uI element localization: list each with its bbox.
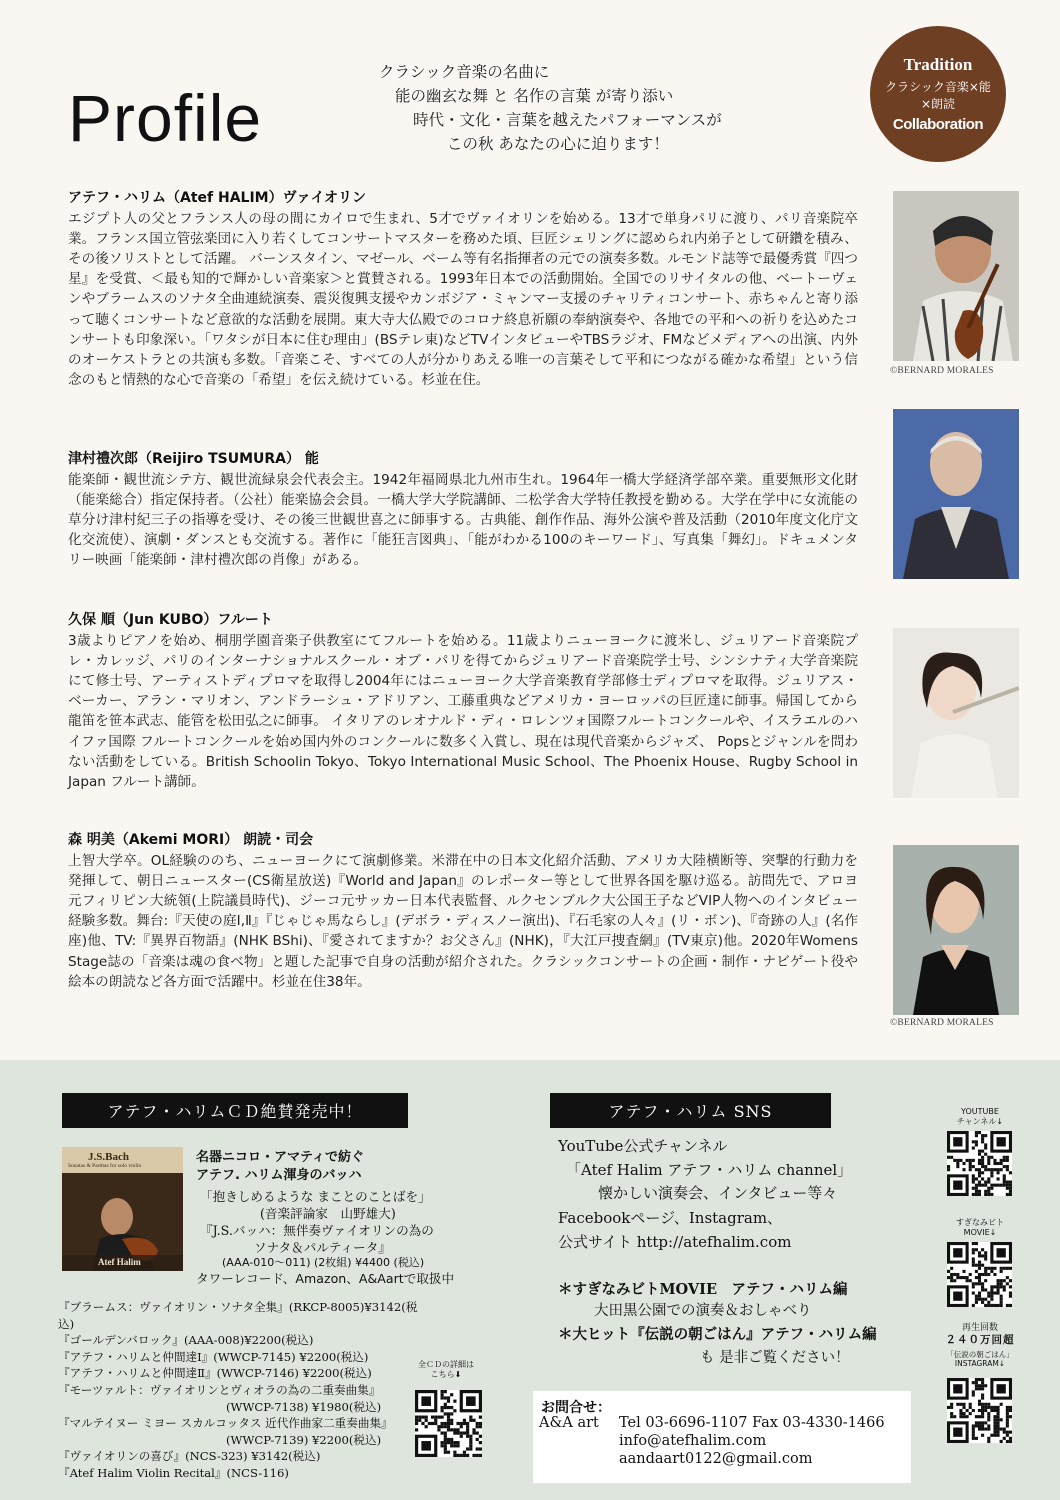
profile-text: 能楽師・観世流シテ方、観世流緑泉会代表会主。1942年福岡県北九州市生れ。1964年一橋大学経済学部卒業。重要無形文化財（能楽総合）指定保持者。（公社）能楽協会会員。一橋大学大学院講師、二松学舎大学特任教授を勤める。大学在学中に女流能の草分け津村紀三子の指導を受け、その後三世観世喜之に師事する。古典能、創作作品、海外公演や普及活動（2010年度文化庁文化交流使）、演劇・ダンスとも交流する。著作に「能狂言図典」、「能がわかる100のキーワード」、写真集「舞幻」。ドキュメンタリー映画「能楽師・津村禮次郎の肖像」がある。 <box>68 472 858 569</box>
photo-credit: ©BERNARD MORALES <box>890 366 994 376</box>
list-item: (WWCP-7139) ¥2200(税込) <box>226 1432 382 1447</box>
contact-email-link[interactable]: aandaart0122@gmail.com <box>619 1451 813 1467</box>
qr-label: 全ＣＤの詳細は こちら⬇ <box>418 1360 474 1379</box>
youtube-qr-code[interactable] <box>947 1131 1012 1196</box>
tagline-line: 能の幽玄な舞 と 名作の言葉 が寄り添い <box>395 87 674 105</box>
qr-label: YOUTUBE チャンネル↓ <box>956 1107 1004 1126</box>
official-site-link[interactable]: 公式サイト http://atefhalim.com <box>558 1233 792 1251</box>
profile-name: アテフ・ハリム（Atef HALIM）ヴァイオリン <box>68 190 367 206</box>
sns-section-heading: アテフ・ハリム SNS <box>550 1093 831 1128</box>
list-item: 『モーツァルト：ヴァイオリンとヴィオラの為の二重奏曲集』 <box>58 1382 381 1397</box>
list-item: 『ヴァイオリンの喜び』(NCS-323) ¥3142(税込) <box>58 1449 321 1464</box>
movie-line: 大田黒公園での演奏＆おしゃべり <box>594 1303 812 1319</box>
list-item: 『マルテイヌー ミヨー スカルコッタス 近代作曲家二重奏曲集』 <box>58 1416 393 1431</box>
profile-text: エジプト人の父とフランス人の母の間にカイロで生まれ、5才でヴァイオリンを始める。13才で単身パリに渡り、パリ音楽院卒業。フランス国立管弦楽団に入り若くしてコンサートマスターを務めた頃、巨匠シェリングに認められ内弟子として研鑽を積み、その後ソリストとして活躍。 バーンスタイン、マゼール、ベーム等有名指揮者の元での演奏多数。ルモンド誌等で最優秀賞『四つ星』を受賞、＜最も知的で輝かしい音楽家＞と賞賛される。1993年日本での活動開始。全国でのリサイタルの他、ベートーヴェンやブラームスのソナタ全曲連続演奏、震災復興支援やカンボジア・ミャンマー支援のチャリティコンサート、赤ちゃんと寄り添って聴くコンサートなど意欲的な活動を展開。東大寺大仏殿でのコロナ終息祈願の奉納演奏や、各地での平和への祈りを込めたコンサートも印象深い。「ワタシが日本に住む理由」(BSテレ東)などTVインタビューやTBSラジオ、FMなどメディアへの出演、内外のオーケストラとの共演も多数。「音楽こそ、すべての人が分かりあえる唯一の言葉そして平和につながる確かな希望」という信念のもと情熱的な心で音楽の「希望」を伝え続けている。杉並在住。 <box>68 211 858 388</box>
contact-email-link[interactable]: info@atefhalim.com <box>619 1433 767 1449</box>
cd-section-heading: アテフ・ハリムＣＤ絶賛発売中！ <box>62 1093 408 1128</box>
violinist-photo-icon <box>893 191 1019 361</box>
sns-line: Facebookページ、Instagram、 <box>558 1209 783 1227</box>
movie-line: も 是非ご覧ください！ <box>700 1350 850 1366</box>
tagline-line: この秋 あなたの心に迫ります！ <box>447 135 669 153</box>
profile-name: 久保 順（Jun KUBO）フルート <box>68 612 273 628</box>
profile-text: 上智大学卒。OL経験ののち、ニューヨークにて演劇修業。米滞在中の日本文化紹介活動、アメリカ大陸横断等、突撃的行動力を発揮して、朝日ニュースター(CS衛星放送)『World and Japan』のレポーター等として世界各国を駆け巡る。訪問先で、アロヨ元フィリピン大統領(上院議員時代)、ジーコ元サッカー日本代表監督、ルクセンブルク大公国王子などVIP人物へのインタビュー経験多数。舞台:『天使の庭Ⅰ,Ⅱ』『じゃじゃ馬ならし』(デボラ・ディスノー演出)、『石毛家の人々』(リ・ボン)、『奇跡の人』(名作座)他、TV:『異界百物語』(NHK BShi)、『愛されてますか？お父さん』(NHK)，『大江戸捜査網』(TV東京)他。2020年Womens Stage誌の「音楽は魂の食べ物」と題した記事で自身の活動が紹介された。クラシックコンサートの企画・制作・ナビゲート役や絵本の朗読など各方面で活躍中。杉並在住38年。 <box>68 853 858 990</box>
list-item: 『ゴールデンバロック』(AAA-008)¥2200(税込) <box>58 1333 314 1348</box>
suginami-movie-qr-code[interactable] <box>947 1242 1012 1307</box>
qr-code-icon <box>947 1131 1012 1196</box>
profile-akemi-mori <box>68 830 858 992</box>
contact-org: A&A art <box>539 1415 599 1431</box>
portrait-photo-akemi-mori <box>893 845 1019 1015</box>
badge-line: Tradition <box>903 55 973 74</box>
badge-line: ×朗読 <box>920 97 956 111</box>
qr-label: 再生回数 <box>961 1323 998 1333</box>
movie-line: ＊大ヒット『伝説の朝ごはん』アテフ・ハリム編 <box>558 1326 877 1343</box>
qr-label: すぎなみビト MOVIE↓ <box>956 1218 1004 1237</box>
sns-line: 懐かしい演奏会、インタビュー等々 <box>598 1184 838 1202</box>
cd-cover-subtitle: Sonatas & Partitas for solo violin <box>68 1163 142 1169</box>
photo-credit: ©BERNARD MORALES <box>890 1018 994 1028</box>
cd-cover-artist: Atef Halim <box>98 1257 141 1267</box>
profile-name: 森 明美（Akemi MORI） 朗読・司会 <box>68 832 314 848</box>
tagline-line: 時代・文化・言葉を越えたパフォーマンスが <box>413 111 722 129</box>
profile-atef-halim <box>68 188 858 390</box>
portrait-photo-reijiro-tsumura <box>893 409 1019 579</box>
qr-code-icon <box>947 1242 1012 1307</box>
cd-headline: 名器ニコロ・アマティで紡ぐ <box>196 1150 364 1165</box>
collaboration-badge <box>870 26 1006 162</box>
qr-code-icon <box>415 1390 482 1457</box>
cd-stores: タワーレコード、Amazon、A&Aartで取扱中 <box>196 1271 455 1286</box>
portrait-photo-jun-kubo <box>893 628 1019 798</box>
cd-critic: (音楽評論家 山野雄大) <box>260 1206 396 1221</box>
cd-headline: アテフ. ハリム渾身のバッハ <box>196 1168 362 1183</box>
cd-album-title: 『J.S.バッハ：無伴奏ヴァイオリンの為の <box>200 1223 434 1238</box>
tagline-line: クラシック音楽の名曲に <box>379 63 550 81</box>
badge-line: Collaboration <box>892 116 984 133</box>
cd-cover-title: J.S.Bach <box>88 1151 129 1163</box>
cd-album-title: ソナタ＆パルティータ』 <box>254 1240 391 1255</box>
list-item: 『アテフ・ハリムと仲間達Ⅰ』(WWCP-7145) ¥2200(税込) <box>58 1349 369 1364</box>
profile-jun-kubo <box>68 610 858 792</box>
cd-details-qr-code[interactable] <box>415 1390 482 1457</box>
portrait-photo-atef-halim <box>893 191 1019 361</box>
badge-line: クラシック音楽×能 <box>885 80 991 94</box>
cd-album-price: (AAA-010〜011) (2枚組) ¥4400 (税込) <box>222 1256 425 1269</box>
profile-name: 津村禮次郎（Reijiro TSUMURA） 能 <box>68 451 319 467</box>
qr-label: 「伝説の朝ごはん」 INSTAGRAM↓ <box>946 1350 1014 1368</box>
qr-code-icon <box>947 1378 1012 1443</box>
movie-line: ＊すぎなみビトMOVIE アテフ・ハリム編 <box>558 1281 848 1298</box>
profile-reijiro-tsumura <box>68 449 858 571</box>
list-item: 『アテフ・ハリムと仲間達Ⅱ』(WWCP-7146) ¥2200(税込) <box>58 1366 372 1381</box>
tagline <box>375 60 795 156</box>
cd-discography-list <box>58 1299 418 1482</box>
cd-cover-image[interactable] <box>62 1147 183 1271</box>
list-item: 『Atef Halim Violin Recital』(NCS-116) <box>58 1465 289 1480</box>
cd-quote: 「抱きしめるような まことのことばを」 <box>200 1189 431 1204</box>
contact-heading: お問合せ： <box>541 1400 611 1416</box>
qr-label: ２４０万回超 <box>945 1334 1015 1346</box>
list-item: (WWCP-7138) ¥1980(税込) <box>226 1399 382 1414</box>
youtube-channel-link[interactable]: 「Atef Halim アテフ・ハリム channel」 <box>566 1161 853 1179</box>
profile-text: 3歳よりピアノを始め、桐朋学園音楽子供教室にてフルートを始める。11歳よりニューヨークに渡米し、ジュリアード音楽院プレ・カレッジ、パリのインターナショナルスクール・オブ・パリを得てからジュリアード音楽院学士号、シンシナティ大学音楽院にて修士号、アーティストディプロマを取得し2004年にはニューヨーク大学音楽教育学部修士ディプロマを取得。ジュリアス・ベーカー、アラン・マリオン、アンドラーシュ・アドリアン、工藤重典などアメリカ・ヨーロッパの巨匠達に師事。帰国してから龍笛を笹本武志、能管を松田弘之に師事。 イタリアのレオナルド・ディ・ロレンツォ国際フルートコンクールや、イスラエルのハイファ国際 フルートコンクールを始め国内外のコンクールに数多く入賞し、現在は現代音楽からジャズ、 Popsとジャンルを問わない活動をしている。British Schoolin Tokyo、Tokyo International Music School、The Phoenix House、Rugby School in Japan フルート講師。 <box>68 633 858 790</box>
contact-box <box>533 1391 911 1483</box>
contact-phone: Tel 03-6696-1107 Fax 03-4330-1466 <box>619 1415 885 1431</box>
page-title: Profile <box>68 81 263 155</box>
flutist-photo-icon <box>893 628 1019 798</box>
list-item: 『ブラームス：ヴァイオリン・ソナタ全集』(RKCP-8005)¥3142(税込) <box>58 1300 418 1331</box>
noh-performer-photo-icon <box>893 409 1019 579</box>
instagram-qr-code[interactable] <box>947 1378 1012 1443</box>
narrator-photo-icon <box>893 845 1019 1015</box>
sns-line: YouTube公式チャンネル <box>558 1137 728 1155</box>
